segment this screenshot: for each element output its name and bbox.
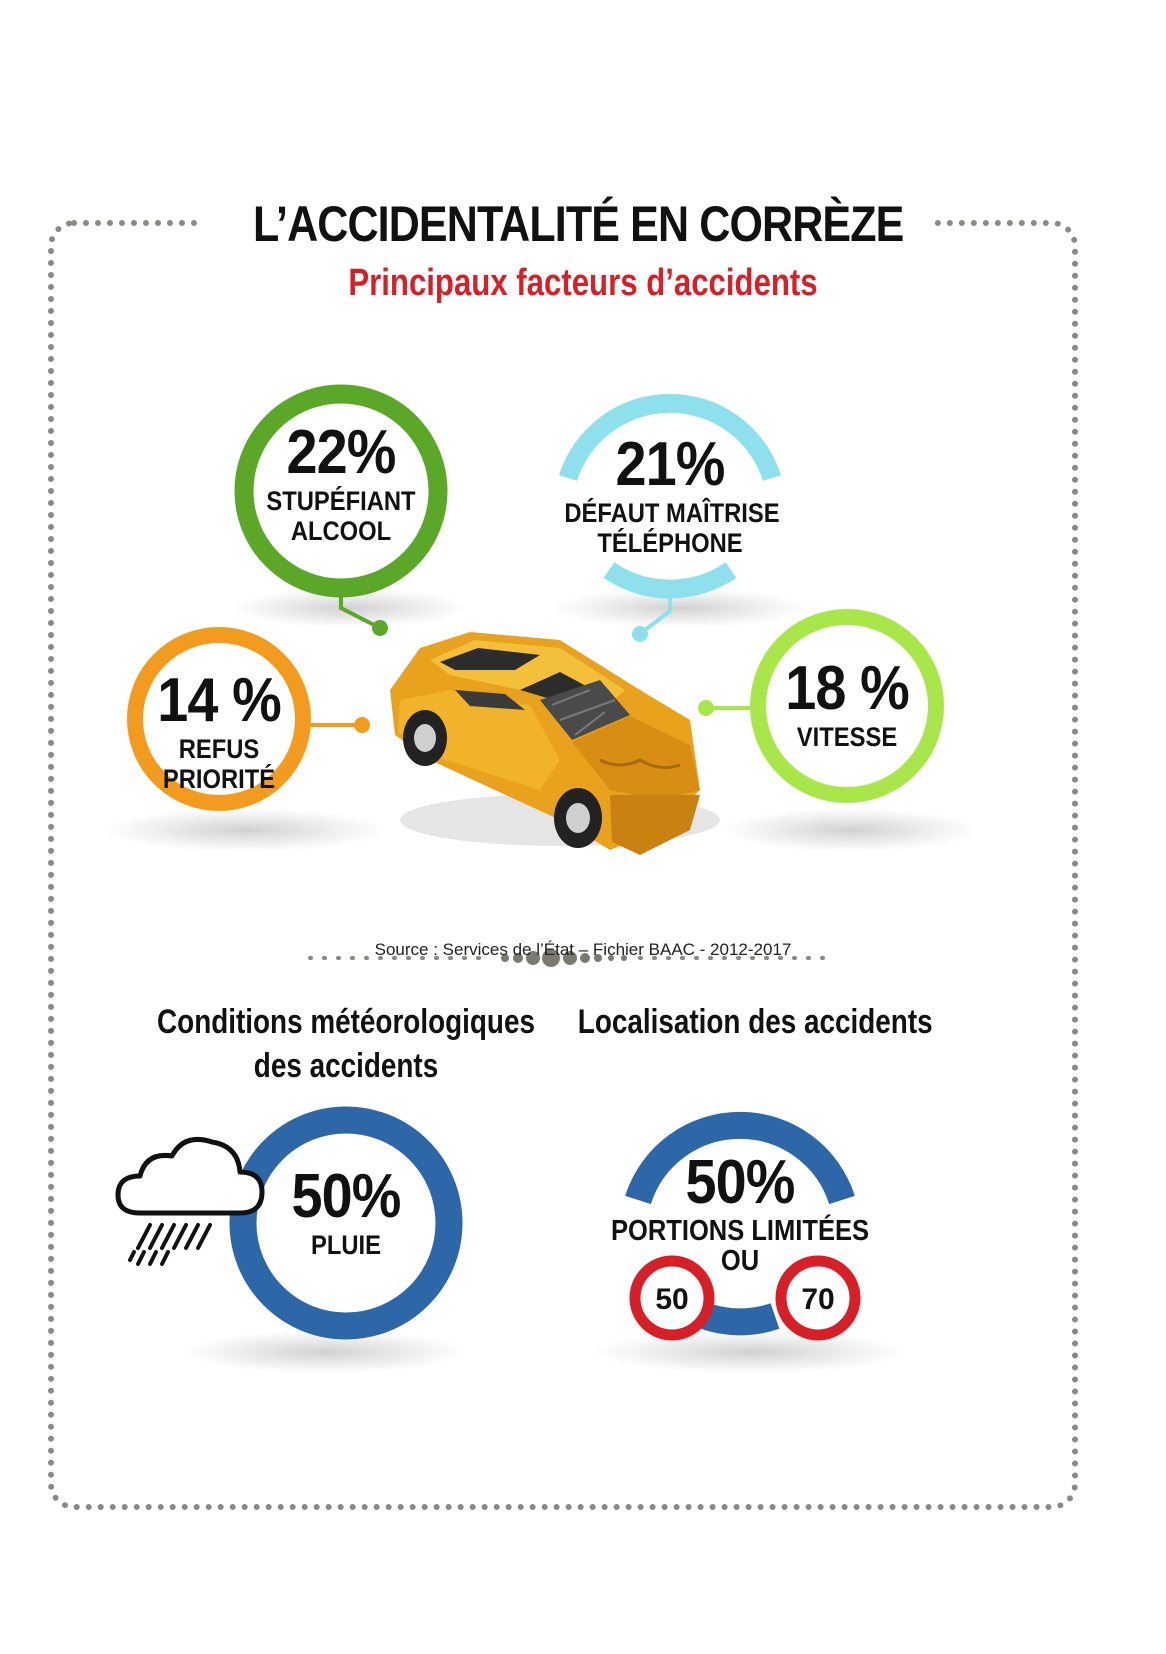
- factor-14-block: [139, 668, 299, 794]
- factor-14-percent: 14 %: [157, 666, 281, 735]
- sign-70-text: 70: [801, 1283, 835, 1316]
- factor-18-label-1: VITESSE: [796, 722, 898, 752]
- factor-22-percent: 22%: [286, 418, 396, 487]
- location-label: PORTIONS LIMITÉES: [610, 1215, 870, 1247]
- location-stat: [590, 1150, 890, 1276]
- weather-stat: [266, 1164, 426, 1260]
- connector-dot-22: [372, 620, 388, 636]
- sign-50-text: 50: [655, 1283, 689, 1316]
- ring-21-percent-bottom: [609, 570, 731, 589]
- factor-18-percent: 18 %: [785, 654, 909, 723]
- source-note: Source : Services de l’État – Fichier BAAC - 2012-2017: [374, 940, 792, 959]
- factor-21-label-2: TÉLÉPHONE: [597, 528, 743, 558]
- factor-18-block: [767, 656, 927, 752]
- weather-percent: 50%: [291, 1162, 401, 1231]
- factor-14-label-2: PRIORITÉ: [162, 764, 276, 794]
- weather-title-line-2: des accidents: [253, 1047, 439, 1085]
- page-title: L’ACCIDENTALITÉ EN CORRÈZE: [252, 196, 904, 252]
- factor-22-label-2: ALCOOL: [290, 516, 392, 546]
- connector-dot-21: [632, 626, 648, 642]
- page-subtitle: Principaux facteurs d’accidents: [348, 262, 818, 304]
- connector-dot-14: [354, 717, 370, 733]
- ring-location-bottom: [705, 1316, 775, 1322]
- location-percent: 50%: [685, 1148, 795, 1217]
- factor-21-percent: 21%: [615, 430, 725, 499]
- location-connector: OU: [720, 1245, 760, 1277]
- crashed-car-illustration: [390, 632, 720, 855]
- weather-title-line-1: Conditions météorologiques: [157, 1003, 535, 1041]
- factor-22-block: [241, 420, 441, 546]
- weather-title: [141, 1000, 551, 1088]
- weather-label: PLUIE: [311, 1230, 381, 1260]
- factor-14-label-1: REFUS: [178, 734, 260, 764]
- factor-21-block: [550, 432, 790, 558]
- factor-22-label-1: STUPÉFIANT: [266, 486, 416, 516]
- connector-dot-18: [698, 700, 714, 716]
- factor-21-label-1: DÉFAUT MAÎTRISE: [564, 498, 780, 528]
- location-title: Localisation des accidents: [577, 1003, 933, 1041]
